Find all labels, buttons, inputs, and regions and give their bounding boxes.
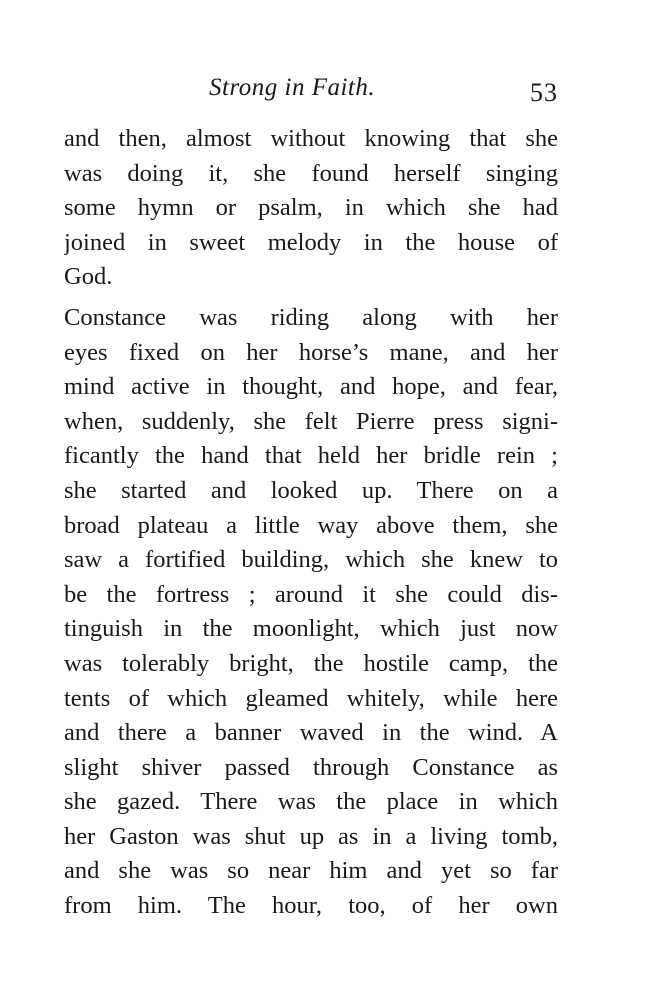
paragraph-1 (64, 122, 558, 295)
text-line: broad plateau a little way above them, she (64, 511, 558, 539)
text-line: was tolerably bright, the hostile camp, the (64, 649, 558, 677)
page-number: 53 (530, 78, 558, 107)
text-line: eyes fixed on her horse’s mane, and her (64, 338, 558, 366)
text-line: slight shiver passed through Constance as (64, 753, 558, 781)
text-line: she started and looked up. There on a (64, 476, 558, 504)
text-line: and then, almost without knowing that she (64, 125, 558, 152)
text-line: ficantly the hand that held her bridle rein ; (64, 442, 558, 470)
text-line: and she was so near him and yet so far (64, 857, 558, 885)
text-line: was doing it, she found herself singing (64, 159, 558, 187)
running-head (62, 74, 558, 114)
text-line: Constance was riding along with her (64, 303, 558, 331)
text-line: tents of which gleamed whitely, while here (64, 684, 558, 712)
text-line: mind active in thought, and hope, and fear, (64, 373, 558, 401)
text-line: tinguish in the moonlight, which just now (64, 615, 558, 643)
text-line: and there a banner waved in the wind. A (64, 719, 558, 747)
text-line: God. (64, 263, 113, 291)
body-text (64, 122, 558, 924)
text-line: some hymn or psalm, in which she had (64, 194, 558, 222)
text-line: be the fortress ; around it she could dis- (64, 580, 558, 608)
text-line: her Gaston was shut up as in a living tomb, (64, 822, 558, 850)
running-title: Strong in Faith. (209, 74, 376, 101)
text-line: she gazed. There was the place in which (64, 788, 558, 816)
text-line: joined in sweet melody in the house of (64, 228, 558, 256)
text-line: from him. The hour, too, of her own (64, 892, 558, 920)
text-line: saw a fortified building, which she knew to (64, 546, 558, 574)
paragraph-2 (64, 301, 558, 924)
text-line: when, suddenly, she felt Pierre press signi- (64, 407, 558, 435)
